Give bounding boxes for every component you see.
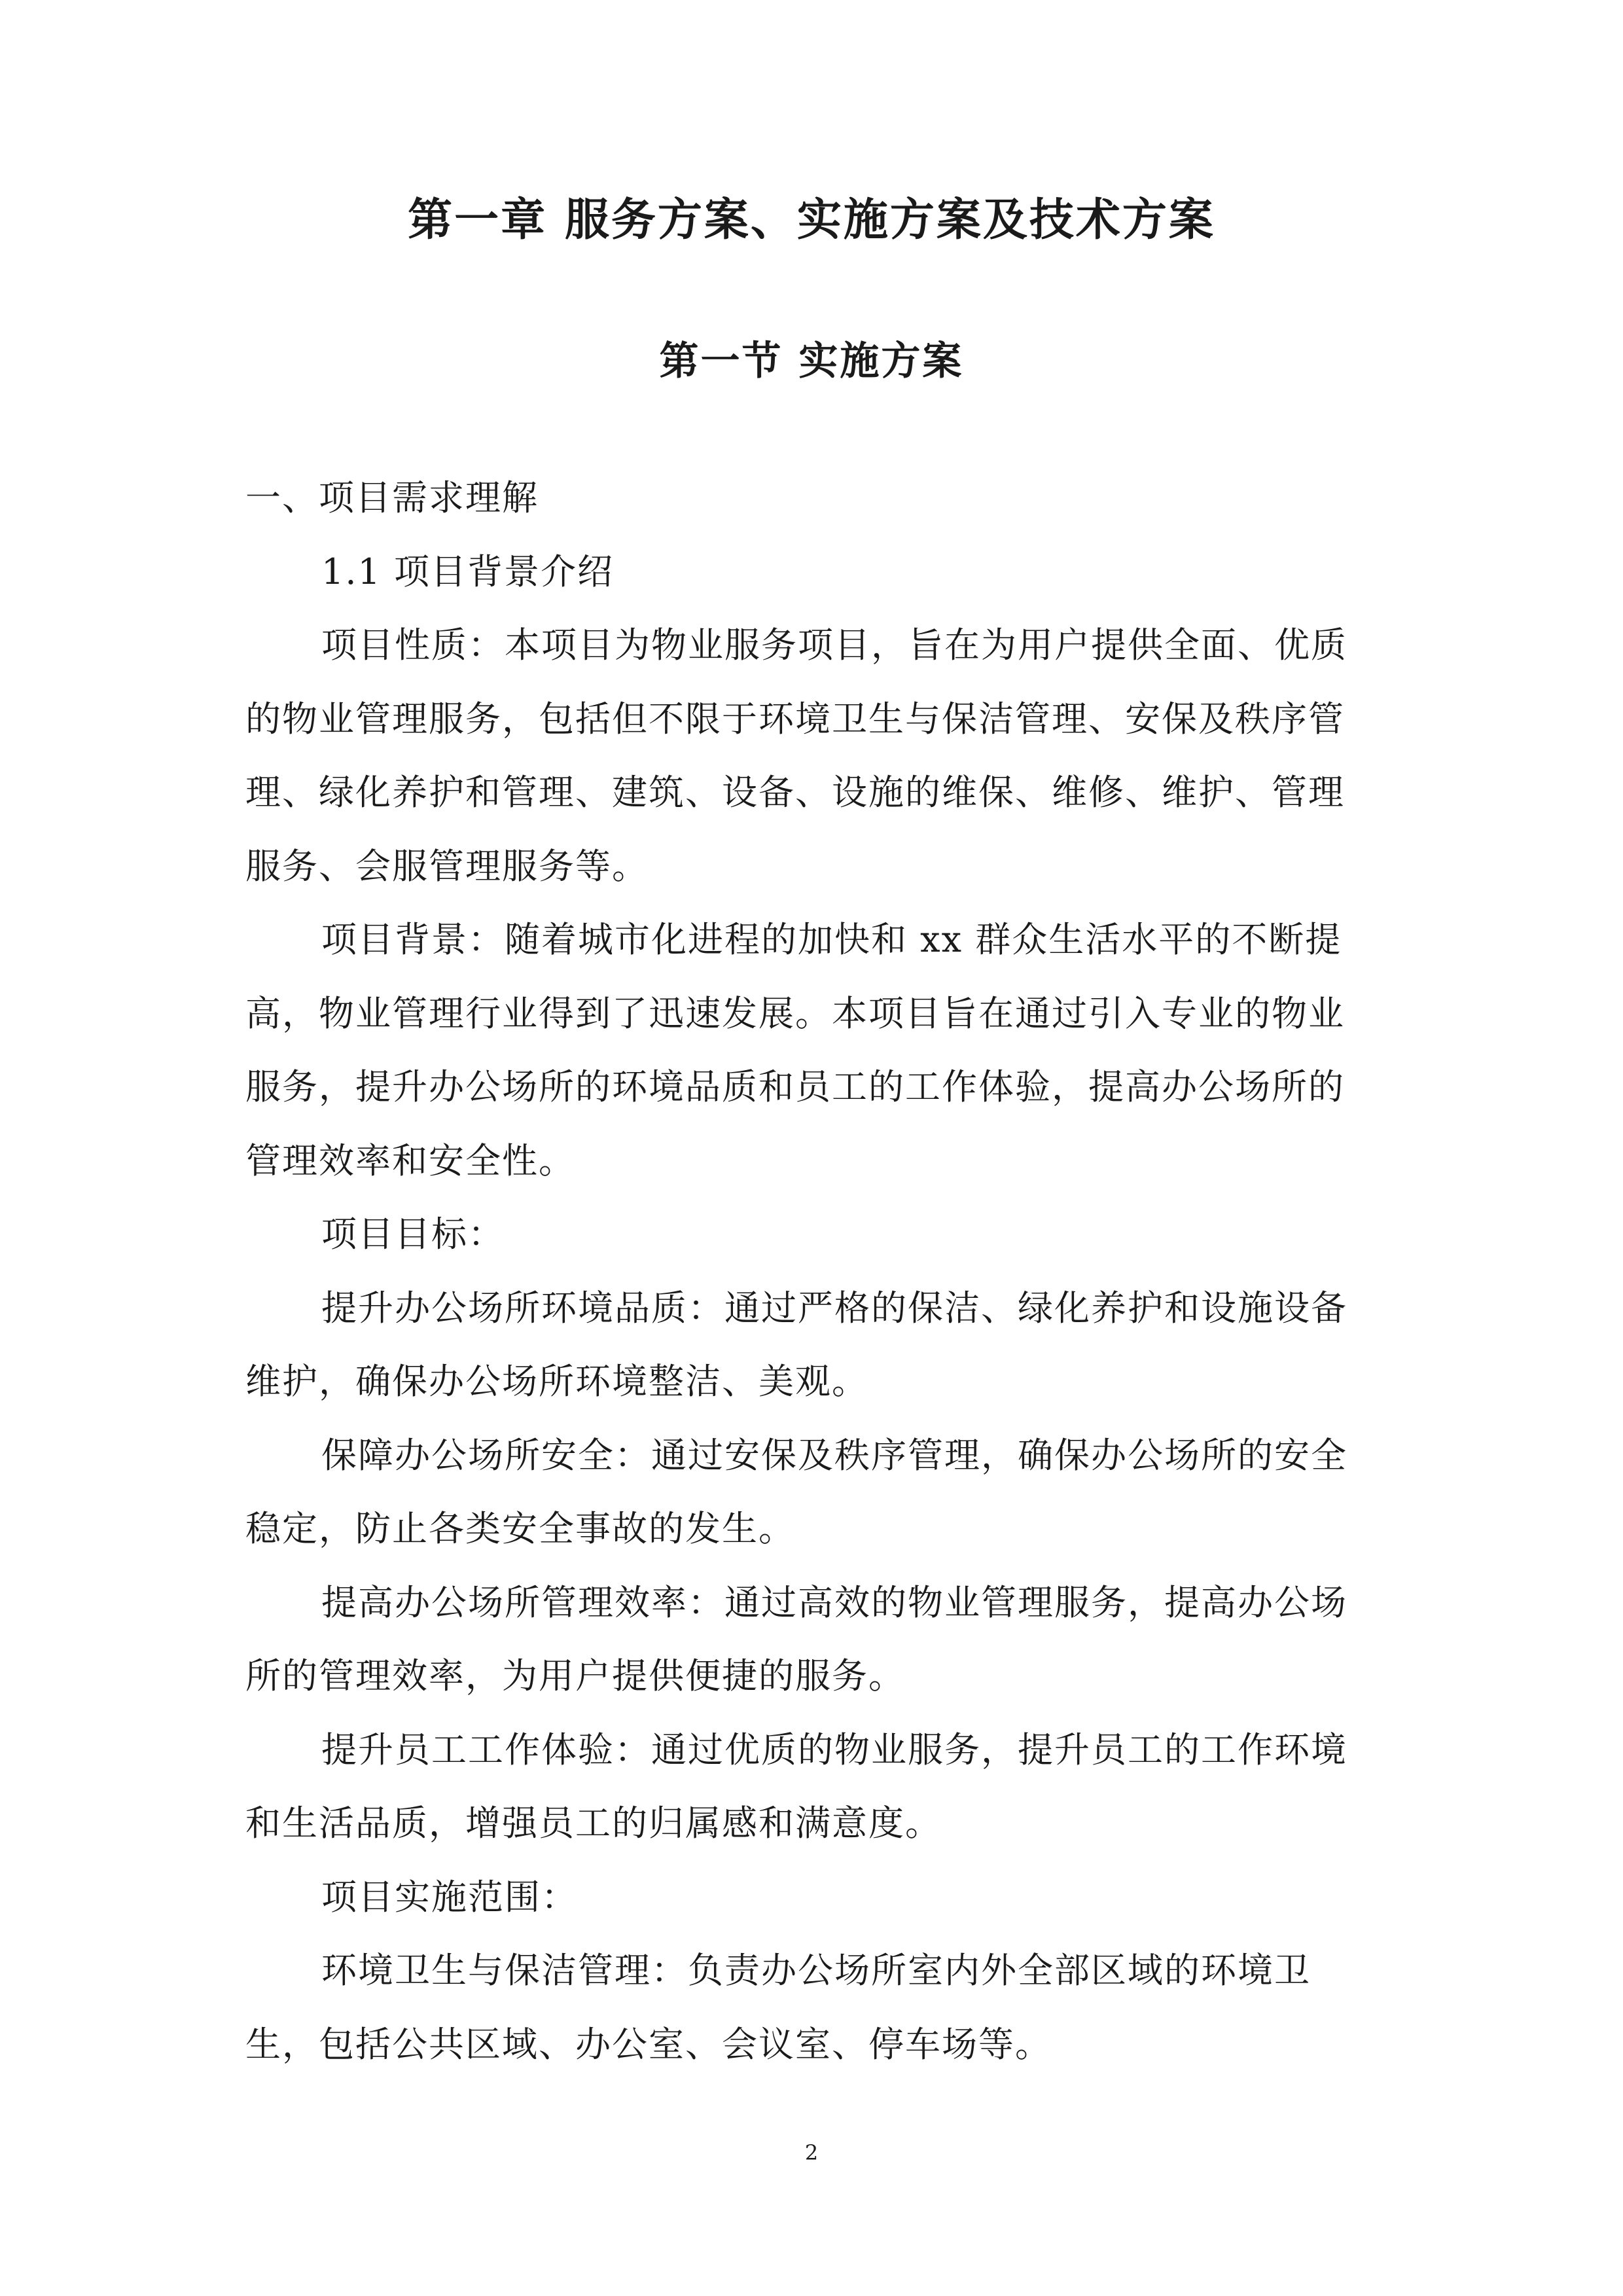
chapter-title: 第一章 服务方案、实施方案及技术方案 <box>408 194 1215 246</box>
paragraph-project-background: 项目背景：随着城市化进程的加快和 xx 群众生活水平的不断提高，物业管理行业得到了迅速发展。本项目旨在通过引入专业的物业服务，提升办公场所的环境品质和员工的工作体验，提高办公场所的管理效率和安全性。 <box>245 919 1345 1181</box>
page-number: 2 <box>804 2140 819 2165</box>
paragraph-scope-sanitation: 环境卫生与保洁管理：负责办公场所室内外全部区域的环境卫生，包括公共区域、办公室、会议室、停车场等。 <box>245 1950 1311 2065</box>
document-body <box>245 461 1381 2081</box>
paragraph-project-nature: 项目性质：本项目为物业服务项目，旨在为用户提供全面、优质的物业管理服务，包括但不限于环境卫生与保洁管理、安保及秩序管理、绿化养护和管理、建筑、设备、设施的维保、维修、维护、管理服务、会服管理服务等。 <box>245 624 1347 887</box>
paragraph-project-goals-label: 项目目标： <box>321 1213 505 1255</box>
paragraph-goal-safety: 保障办公场所安全：通过安保及秩序管理，确保办公场所的安全稳定，防止各类安全事故的发生。 <box>245 1434 1347 1549</box>
heading-project-requirements: 一、项目需求理解 <box>245 477 539 518</box>
paragraph-goal-efficiency: 提高办公场所管理效率：通过高效的物业管理服务，提高办公场所的管理效率，为用户提供便捷的服务。 <box>245 1581 1347 1696</box>
paragraph-goal-environment: 提升办公场所环境品质：通过严格的保洁、绿化养护和设施设备维护，确保办公场所环境整洁、美观。 <box>245 1287 1347 1402</box>
paragraph-goal-experience: 提升员工工作体验：通过优质的物业服务，提升员工的工作环境和生活品质，增强员工的归属感和满意度。 <box>245 1729 1347 1844</box>
subheading-project-background: 1.1 项目背景介绍 <box>321 550 615 592</box>
paragraph-scope-label: 项目实施范围： <box>321 1876 578 1918</box>
section-title: 第一节 实施方案 <box>659 338 964 384</box>
